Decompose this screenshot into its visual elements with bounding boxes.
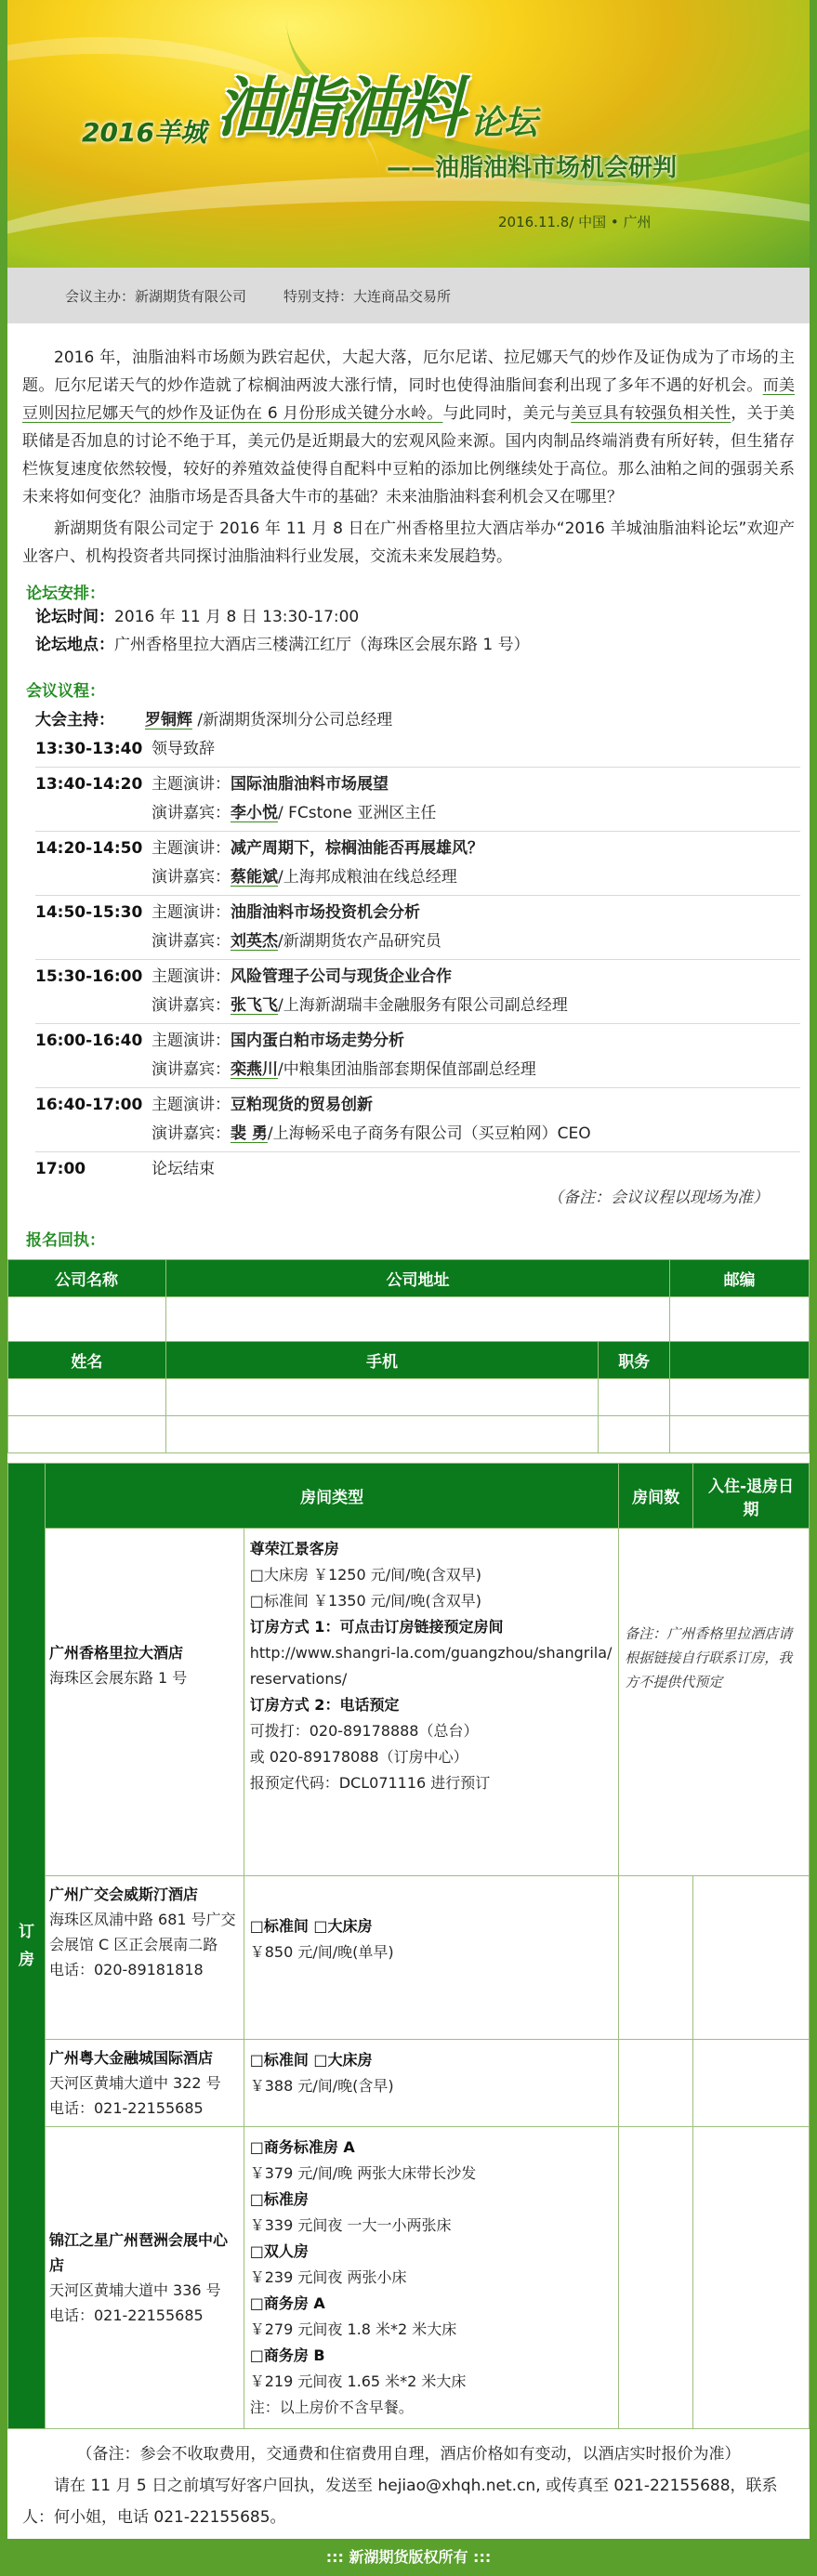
agenda-session-speaker: 演讲嘉宾： 李小悦/ FCstone 亚洲区主任 (152, 804, 437, 822)
forum-heading: 论坛安排： (26, 585, 105, 603)
hotel-name: 广州广交会威斯汀酒店 (48, 1886, 198, 1903)
stay-dates-field[interactable] (693, 2040, 810, 2127)
hotel-phone: 电话：021-22155685 (48, 2099, 204, 2117)
hotel-info (45, 2040, 244, 2127)
hotel-phone: 电话：020-89181818 (48, 1961, 204, 1978)
booking-side-label: 订房 (8, 1464, 46, 2429)
intro-paragraph-2: 新湖期货有限公司定于 2016 年 11 月 8 日在广州香格里拉大酒店举办“2016 羊城油脂油料论坛”欢迎产业客户、机构投资者共同探讨油脂油料行业发展，交流未来发展趋势。 (22, 519, 795, 566)
hotel-info (45, 1529, 244, 1876)
company-field[interactable] (8, 1297, 166, 1342)
hotel-info (45, 2127, 244, 2429)
banner-date: 2016.11.8/ 中国 • 广州 (498, 214, 652, 230)
banner-main-title: 油脂油料 (215, 70, 461, 146)
agenda-session-speaker: 演讲嘉宾： 刘英杰/新湖期货农产品研究员 (152, 932, 441, 951)
banner-year: 2016羊城 (82, 117, 206, 148)
agenda-session-topic: 16:00-16:40 主题演讲： 国内蛋白粕市场走势分析 (35, 1032, 404, 1050)
agenda-session-topic: 14:50-15:30 主题演讲： 油脂油料市场投资机会分析 (35, 903, 420, 922)
room-options: □标准间 □大床房 ￥388 元/间/晚(含早) (244, 2040, 618, 2127)
col-phone: 手机 (165, 1342, 598, 1379)
stay-dates-field[interactable] (693, 1876, 810, 2040)
col-room-type: 房间类型 (45, 1464, 618, 1529)
agenda-session-speaker: 演讲嘉宾： 张飞飞/上海新湖瑞丰金融服务有限公司副总经理 (152, 996, 568, 1015)
forum-place: 论坛地点：广州香格里拉大酒店三楼满江红厅（海珠区会展东路 1 号） (35, 636, 530, 654)
stay-dates-field[interactable] (693, 2127, 810, 2429)
hotel-address: 天河区黄埔大道中 336 号 (48, 2281, 221, 2299)
room-count-field[interactable] (619, 1876, 693, 2040)
agenda-sessions (35, 767, 810, 1152)
footer-note: （备注：参会不收取费用，交通费和住宿费用自理，酒店价格如有变动，以酒店实时报价为准） (76, 2445, 741, 2464)
hotel-address: 海珠区凤浦中路 681 号广交会展馆 C 区正会展南二路 (48, 1911, 236, 1953)
footer-contact: 请在 11 月 5 日之前填写好客户回执，发送至 hejiao@xhqh.net.cn, 或传真至 021-22155688，联系人：何小姐，电话 021-22155685。 (22, 2477, 778, 2527)
intro-paragraph-1: 2016 年，油脂油料市场颇为跌宕起伏，大起大落，厄尔尼诺、拉尼娜天气的炒作及证伪成为了市场的主题。厄尔尼诺天气的炒作造就了棕榈油两波大涨行情，同时也使得油脂间套利出现了多年不遇的好机会。而美豆则因拉尼娜天气的炒作及证伪在 6 月份形成关键分水岭。与此同时，美元与美豆具有较强负相关性，关于美联储是否加息的讨论不绝于耳，美元仍是近期最大的宏观风险来源。国内肉制品终端消费有所好转，但生猪存栏恢复速度依然较慢，较好的养殖效益使得自配料中豆粕的添加比例继续处于高位。那么油粕之间的强弱关系未来将如何变化？油脂市场是否具备大牛市的基础？未来油脂油料套利机会又在哪里？ (22, 348, 796, 506)
copyright-bar: ::: 新湖期货版权所有 ::: (7, 2539, 810, 2576)
col-company: 公司名称 (8, 1260, 166, 1297)
registration-heading: 报名回执： (26, 1231, 105, 1250)
position-field[interactable] (599, 1416, 670, 1453)
agenda-session-topic: 15:30-16:00 主题演讲： 风险管理子公司与现货企业合作 (35, 967, 452, 986)
agenda (7, 706, 810, 1184)
banner-subtitle: ——油脂油料市场机会研判 (387, 154, 678, 182)
room-options: 尊荣江景客房 □大床房 ￥1250 元/间/晚(含双早) □标准间 ￥1350 元/间/晚(含双早) 订房方式 1：可点击订房链接预定房间 http://www.shangri-la.com/guangzhou/shangrila/reservations/ 订房方式 2：电话预定 可拨打：020-89178888（总台） 或 020-89178088（订房中心） 报预定代码：DCL071116 进行预订 (244, 1529, 618, 1876)
agenda-separator (35, 959, 800, 960)
forum-time: 论坛时间：2016 年 11 月 8 日 13:30-17:00 (35, 608, 360, 626)
room-count-field[interactable] (619, 2127, 693, 2429)
intro (7, 323, 810, 571)
agenda-session-speaker: 演讲嘉宾： 栾燕川/中粮集团油脂部套期保值部副总经理 (152, 1060, 536, 1079)
phone-field[interactable] (165, 1416, 598, 1453)
col-address: 公司地址 (165, 1260, 669, 1297)
hotel-name: 广州香格里拉大酒店 (48, 1644, 183, 1662)
agenda-separator (35, 1151, 800, 1152)
agenda-heading: 会议议程： (26, 682, 105, 701)
hotel-row (8, 2040, 810, 2127)
registration-table (7, 1259, 810, 1453)
agenda-session-speaker: 演讲嘉宾： 裴 勇/上海畅采电子商务有限公司（买豆粕网）CEO (152, 1124, 591, 1143)
agenda-session-speaker: 演讲嘉宾： 蔡能斌/上海邦成粮油在线总经理 (152, 868, 457, 887)
agenda-session-topic: 16:40-17:00 主题演讲： 豆粕现货的贸易创新 (35, 1096, 373, 1114)
agenda-closing: 17:00 论坛结束 (35, 1160, 215, 1178)
agenda-session-topic: 14:20-14:50 主题演讲： 减产周期下，棕榈油能否再展雄风？ (35, 839, 483, 858)
col-zip: 邮编 (670, 1260, 810, 1297)
phone-field[interactable] (165, 1379, 598, 1416)
zip-field[interactable] (670, 1297, 810, 1342)
booking-remark: 备注：广州香格里拉酒店请根据链接自行联系订房，我方不提供代预定 (619, 1529, 810, 1876)
col-position: 职务 (599, 1342, 670, 1379)
room-count-field[interactable] (619, 2040, 693, 2127)
address-field[interactable] (165, 1297, 669, 1342)
agenda-opening: 13:30-13:40 领导致辞 (35, 740, 215, 758)
agenda-separator (35, 1087, 800, 1088)
col-room-count: 房间数 (619, 1464, 693, 1529)
agenda-separator (35, 767, 800, 768)
hotel-row (8, 2127, 810, 2429)
col-checkin-checkout: 入住-退房日期 (693, 1464, 810, 1529)
room-options: □标准间 □大床房 ￥850 元/间/晚(单早) (244, 1876, 618, 2040)
sponsor: 特别支持：大连商品交易所 (283, 287, 452, 305)
agenda-separator (35, 895, 800, 896)
agenda-host: 大会主持： 罗铜辉 /新湖期货深圳分公司总经理 (35, 711, 393, 729)
banner-title (82, 56, 537, 150)
hotel-phone: 电话：021-22155685 (48, 2307, 204, 2324)
banner (7, 0, 810, 268)
hotel-address: 天河区黄埔大道中 322 号 (48, 2074, 221, 2092)
room-table (7, 1463, 810, 2429)
agenda-session-topic: 13:40-14:20 主题演讲： 国际油脂油料市场展望 (35, 775, 389, 794)
room-options: □商务标准房 A ￥379 元/间/晚 两张大床带长沙发 □标准房 ￥339 元间夜 一大一小两张床 □双人房 ￥239 元间夜 两张小床 □商务房 A ￥279 元间夜 1.8 米*2 米大床 □商务房 B ￥219 元间夜 1.65 米*2 米大床 注：以上房价不含早餐。 (244, 2127, 618, 2429)
hotel-info (45, 1876, 244, 2040)
name-field[interactable] (8, 1416, 166, 1453)
hosts-bar (7, 268, 810, 323)
organizer: 会议主办：新湖期货有限公司 (65, 287, 247, 305)
agenda-separator (35, 1023, 800, 1024)
hotel-address: 海珠区会展东路 1 号 (48, 1669, 188, 1687)
position-field[interactable] (599, 1379, 670, 1416)
hotel-row (8, 1876, 810, 2040)
hotel-name: 锦江之星广州琶洲会展中心店 (48, 2231, 228, 2274)
banner-title-tail: 论坛 (469, 104, 537, 142)
hotel-name: 广州粤大金融城国际酒店 (48, 2049, 213, 2067)
agenda-note: （备注：会议议程以现场为准） (547, 1189, 769, 1207)
agenda-separator (35, 831, 800, 832)
name-field[interactable] (8, 1379, 166, 1416)
col-name: 姓名 (8, 1342, 166, 1379)
hotel-row (8, 1529, 810, 1876)
